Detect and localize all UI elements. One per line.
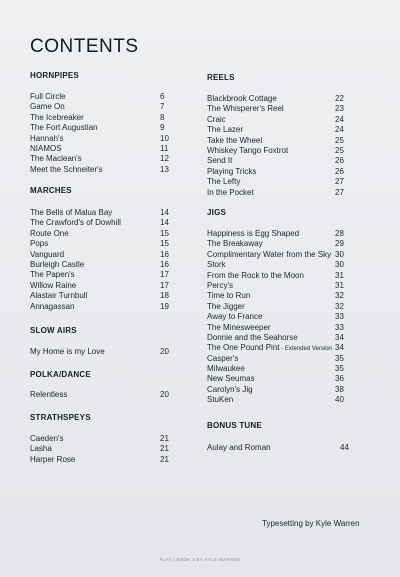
tune-name: Craic: [207, 114, 226, 124]
list-item: [30, 165, 190, 175]
list-item: [30, 229, 190, 239]
tune-name: Donnie and the Seahorse: [207, 332, 298, 342]
tune-name: Burleigh Castle: [30, 259, 85, 269]
page-number: 27: [335, 177, 344, 187]
list-item: [207, 260, 357, 270]
tune-list: [30, 347, 190, 357]
list-item: [30, 123, 190, 133]
section-heading: STRATHSPEYS: [30, 413, 91, 422]
tune-name: Annagassan: [30, 301, 75, 311]
page-number: 25: [335, 135, 344, 145]
page-number: 15: [160, 239, 169, 249]
page-footer: PLAY | BOOK 3 BY KYLE WARREN: [159, 557, 241, 562]
tune-name: The Lazer: [207, 125, 244, 135]
list-item: [207, 146, 357, 156]
list-item: [30, 250, 190, 260]
page-number: 26: [335, 156, 344, 166]
tune-name: Harper Rose: [30, 454, 76, 464]
page-number: 24: [335, 114, 344, 124]
page-number: 16: [160, 259, 169, 269]
list-item: [30, 434, 190, 444]
tune-list: [207, 94, 357, 198]
tune-name: The Papen's: [30, 270, 75, 280]
tune-name: NIAMOS: [30, 143, 62, 153]
page-number: 35: [335, 364, 344, 374]
page-number: 36: [335, 374, 344, 384]
page-number: 24: [335, 125, 344, 135]
tune-name: Vanguard: [30, 249, 65, 259]
page-number: 32: [335, 301, 344, 311]
page-number: 40: [335, 395, 344, 405]
tune-name: Relentless: [30, 390, 68, 399]
tune-name: StuKen: [207, 395, 234, 405]
list-item: [30, 102, 190, 112]
section-polka-dance: [30, 370, 190, 399]
tune-name: From the Rock to the Moon: [207, 270, 304, 280]
section-bonus-tune: [207, 421, 357, 452]
list-item: [207, 323, 357, 333]
tune-name: Take the Wheel: [207, 135, 263, 145]
list-item: [30, 218, 190, 228]
tune-name: Caeden's: [30, 434, 64, 443]
page-number: 12: [160, 154, 169, 164]
tune-name: The Breakaway: [207, 239, 263, 249]
page-number: 6: [160, 92, 165, 101]
tune-name: Pops: [30, 239, 49, 249]
section-hornpipes: [30, 71, 190, 174]
tune-name: Percy's: [207, 280, 233, 290]
list-item: [207, 271, 357, 281]
tune-name: Carolyn's Jig: [207, 384, 253, 394]
page-number: 14: [160, 218, 169, 228]
tune-name: Aulay and Roman: [207, 443, 271, 452]
page-number: 33: [335, 312, 344, 322]
tune-list: [30, 390, 190, 400]
page-number: 9: [160, 123, 165, 133]
list-item: [30, 144, 190, 154]
tune-name: Blackbrook Cottage: [207, 94, 277, 103]
page-number: 19: [160, 301, 169, 311]
tune-name: Playing Tricks: [207, 166, 257, 176]
list-item: [30, 92, 190, 102]
tune-name: Casper's: [207, 353, 239, 363]
section-reels: [207, 73, 357, 197]
section-slow-airs: [30, 326, 190, 356]
list-item: [207, 156, 357, 166]
section-heading: HORNPIPES: [30, 71, 79, 80]
tune-name: Stork: [207, 260, 226, 270]
tune-name: New Seumas: [207, 374, 255, 384]
tune-name: Hannah's: [30, 133, 64, 143]
section-strathspeys: [30, 413, 190, 464]
tune-name: Away to France: [207, 312, 263, 322]
page-number: 18: [160, 291, 169, 301]
page-number: 15: [160, 228, 169, 238]
tune-list: [207, 443, 357, 453]
tune-name: Willow Raine: [30, 280, 77, 290]
list-item: [30, 390, 190, 400]
section-jigs: [207, 208, 357, 405]
page-number: 11: [160, 143, 169, 153]
page-number: 20: [160, 347, 169, 356]
list-item: [207, 385, 357, 395]
page-number: 21: [160, 444, 169, 454]
tune-name: The Icebreaker: [30, 112, 84, 122]
tune-list: [30, 92, 190, 175]
tune-name: Full Circle: [30, 92, 66, 101]
page-number: 16: [160, 249, 169, 259]
list-item: [207, 395, 357, 405]
list-item: [30, 239, 190, 249]
page-number: 20: [160, 390, 169, 399]
list-item: [30, 281, 190, 291]
tune-name: Whiskey Tango Foxtrot: [207, 145, 289, 155]
tune-name: The Whisperer's Reel: [207, 104, 284, 114]
page-number: 17: [160, 270, 169, 280]
page-number: 38: [335, 384, 344, 394]
page-number: 14: [160, 208, 169, 217]
tune-name: Alastair Turnbull: [30, 291, 88, 301]
tune-name: The Maclean's: [30, 154, 82, 164]
page-number: 13: [160, 164, 169, 174]
section-heading: REELS: [207, 73, 235, 82]
list-item: [30, 444, 190, 454]
list-item: [207, 343, 357, 353]
list-item: [207, 374, 357, 384]
page-number: 10: [160, 133, 169, 143]
list-item: [207, 167, 357, 177]
list-item: [207, 115, 357, 125]
list-item: [30, 302, 190, 312]
page-number: 7: [160, 102, 165, 112]
tune-name: Time to Run: [207, 291, 251, 301]
tune-list: [207, 229, 357, 406]
section-marches: [30, 186, 190, 311]
page-number: 25: [335, 145, 344, 155]
tune-name: The Jigger: [207, 301, 245, 311]
tune-name: Route One: [30, 228, 69, 238]
list-item: [207, 250, 357, 260]
tune-name: The Bells of Malua Bay: [30, 208, 113, 217]
section-heading: MARCHES: [30, 186, 72, 195]
list-item: [30, 291, 190, 301]
section-heading: SLOW AIRS: [30, 326, 77, 335]
page-number: 8: [160, 112, 165, 122]
list-item: [207, 354, 357, 364]
list-item: [30, 270, 190, 280]
tune-list: [30, 208, 190, 312]
tune-name: Milwaukee: [207, 364, 245, 374]
tune-name: Happiness is Egg Shaped: [207, 229, 300, 238]
page-number: 29: [335, 239, 344, 249]
page-number: 34: [335, 332, 344, 342]
tune-name: The Lefty: [207, 177, 241, 187]
list-item: [207, 104, 357, 114]
list-item: [207, 94, 357, 104]
page-number: 30: [335, 260, 344, 270]
typesetting-credit: Typesetting by Kyle Warren: [262, 519, 360, 528]
list-item: [30, 208, 190, 218]
list-item: [207, 239, 357, 249]
list-item: [207, 333, 357, 343]
tune-list: [30, 434, 190, 465]
list-item: [207, 312, 357, 322]
tune-note: - Extended Version: [279, 346, 332, 353]
page-number: 31: [335, 270, 344, 280]
list-item: [207, 291, 357, 301]
page-number: 31: [335, 280, 344, 290]
page-number: 17: [160, 280, 169, 290]
page-number: 33: [335, 322, 344, 332]
list-item: [207, 136, 357, 146]
page-number: 21: [160, 454, 169, 464]
section-heading: BONUS TUNE: [207, 421, 262, 430]
list-item: [30, 347, 190, 357]
tune-name: The Crawford's of Dowhill: [30, 218, 121, 228]
list-item: [30, 154, 190, 164]
list-item: [207, 302, 357, 312]
tune-name: The Minesweeper: [207, 322, 271, 332]
list-item: [207, 364, 357, 374]
list-item: [30, 113, 190, 123]
list-item: [207, 443, 357, 453]
list-item: [207, 188, 357, 198]
page-number: 26: [335, 166, 344, 176]
list-item: [207, 125, 357, 135]
page-number: 44: [340, 443, 349, 452]
tune-name: My Home is my Love: [30, 347, 105, 356]
page-number: 22: [335, 94, 344, 103]
page-title: CONTENTS: [30, 36, 139, 57]
tune-name: Lasha: [30, 444, 52, 454]
tune-name: The Fort Augustian: [30, 123, 98, 133]
page-number: 35: [335, 353, 344, 363]
list-item: [30, 134, 190, 144]
section-heading: POLKA/DANCE: [30, 370, 91, 379]
page-number: 30: [335, 249, 344, 259]
page-number: 28: [335, 229, 344, 238]
tune-name: In the Pocket: [207, 187, 254, 197]
list-item: [207, 177, 357, 187]
page-number: 34: [335, 343, 344, 353]
tune-name: Send It: [207, 156, 233, 166]
page-number: 27: [335, 187, 344, 197]
list-item: [30, 455, 190, 465]
list-item: [30, 260, 190, 270]
page-number: 23: [335, 104, 344, 114]
page-number: 21: [160, 434, 169, 443]
tune-name: Meet the Schneiter's: [30, 164, 103, 174]
list-item: [207, 229, 357, 239]
tune-title: The One Pound Pint: [207, 343, 280, 353]
tune-name: Complimentary Water from the Sky: [207, 249, 332, 259]
page-number: 32: [335, 291, 344, 301]
tune-name: Game On: [30, 102, 65, 112]
section-heading: JIGS: [207, 208, 227, 217]
list-item: [207, 281, 357, 291]
